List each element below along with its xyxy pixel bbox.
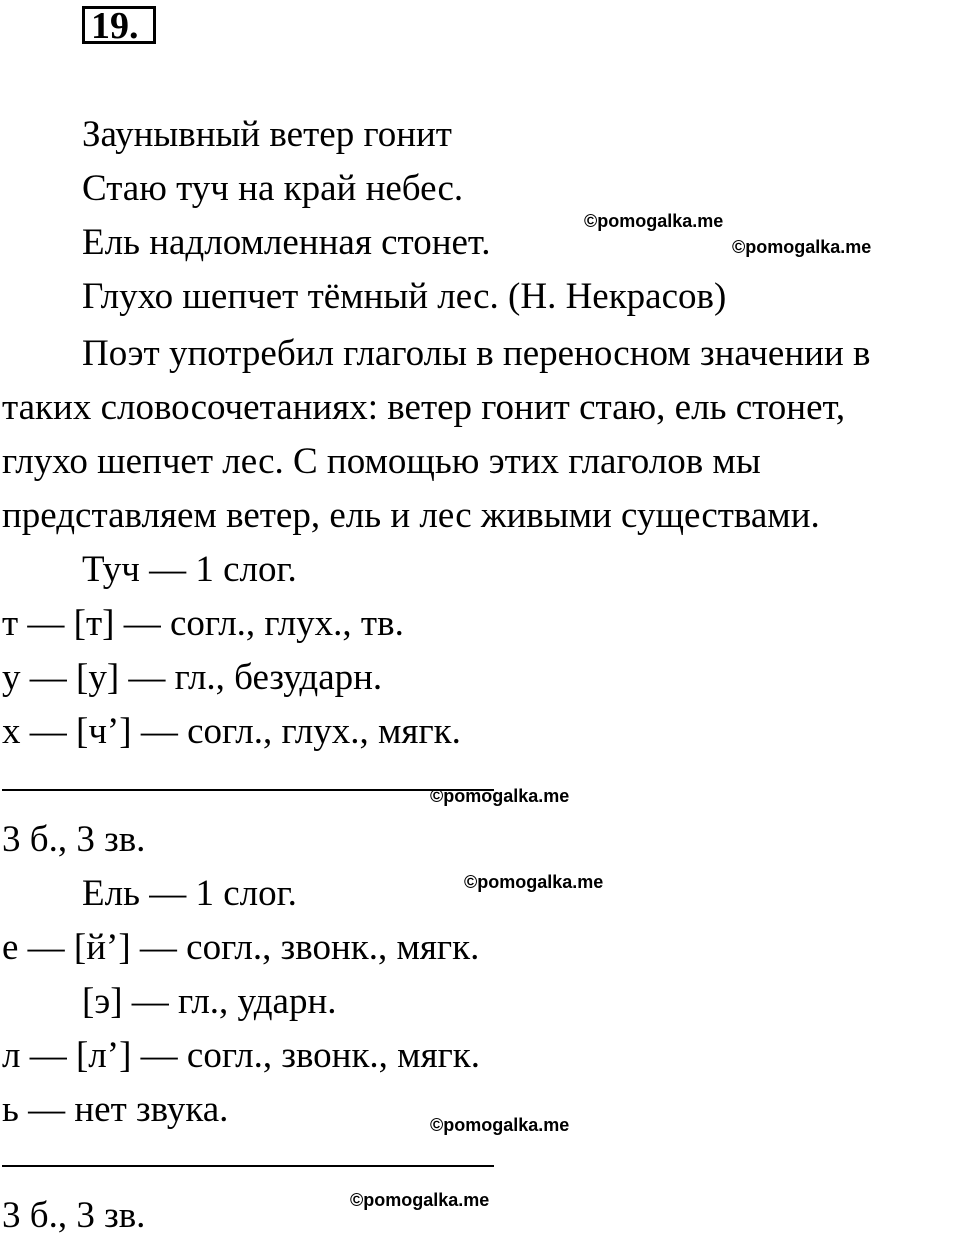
analysis-row: ь — нет звука.: [2, 1089, 229, 1130]
task-number: 19.: [82, 6, 156, 44]
poem-line: Стаю туч на край небес.: [82, 168, 464, 209]
poem-line: Глухо шепчет тёмный лес. (Н. Некрасов): [82, 276, 727, 317]
analysis-row: т — [т] — согл., глух., тв.: [2, 603, 404, 644]
analysis-summary: 3 б., 3 зв.: [2, 819, 146, 860]
analysis-row: у — [у] — гл., безударн.: [2, 657, 383, 698]
analysis-row: х — [ч’] — согл., глух., мягк.: [2, 711, 461, 752]
poem-line: Заунывный ветер гонит: [82, 114, 452, 155]
watermark: ©pomogalka.me: [430, 786, 570, 806]
analysis-heading: Туч — 1 слог.: [82, 549, 297, 590]
watermark: ©pomogalka.me: [584, 211, 724, 231]
paragraph-line: Поэт употребил глаголы в переносном значении в: [82, 333, 871, 374]
divider-line: [2, 789, 494, 791]
analysis-row: л — [л’] — согл., звонк., мягк.: [2, 1035, 481, 1076]
watermark: ©pomogalka.me: [732, 237, 872, 257]
paragraph-line: представляем ветер, ель и лес живыми существами.: [2, 495, 820, 536]
paragraph-line: таких словосочетаниях: ветер гонит стаю, ель стонет,: [2, 387, 846, 428]
analysis-heading: Ель — 1 слог.: [82, 873, 297, 914]
poem-line: Ель надломленная стонет.: [82, 222, 491, 263]
analysis-row: е — [й’] — согл., звонк., мягк.: [2, 927, 480, 968]
paragraph-line: глухо шепчет лес. С помощью этих глаголов мы: [2, 441, 761, 482]
divider-line: [2, 1165, 494, 1167]
watermark: ©pomogalka.me: [350, 1190, 490, 1210]
watermark: ©pomogalka.me: [430, 1115, 570, 1135]
analysis-summary: 3 б., 3 зв.: [2, 1195, 146, 1236]
analysis-row: [э] — гл., ударн.: [82, 981, 337, 1022]
watermark: ©pomogalka.me: [464, 872, 604, 892]
